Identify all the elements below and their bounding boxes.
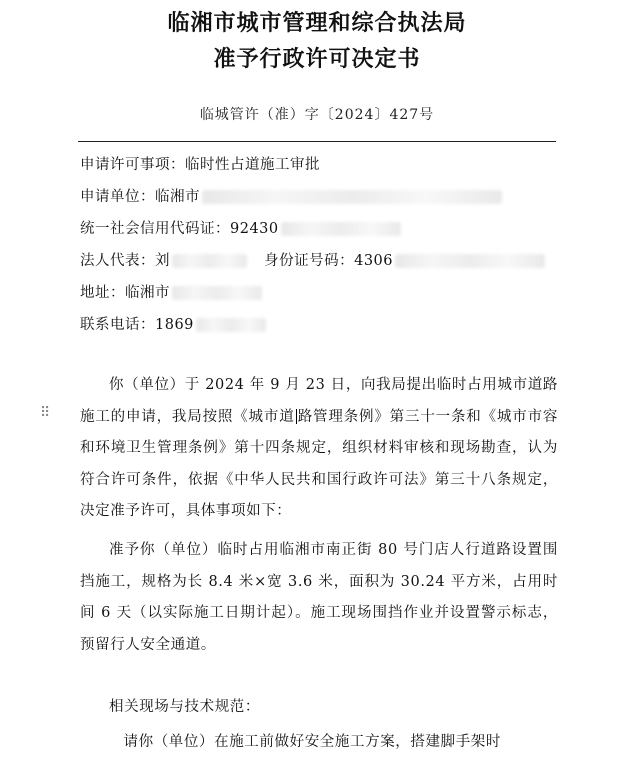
body-paragraph-3[interactable]: 请你（单位）在施工前做好安全施工方案，搭建脚手架时 [123,734,501,750]
field-value: 92430 [230,221,279,237]
field-value: 临湘市 [155,189,200,205]
field-permit-item [80,153,320,174]
redaction-blur [196,318,266,332]
field-label: 申请许可事项： [80,157,185,173]
redaction-blur [202,190,502,204]
paragraph-text: 路管理条例》第三十一条和《城市市容和环境卫生管理条例》第十四条规定，组织材料审核和现场勘查，认为符合许可条件，依据《中华人民共和国行政许可法》第三十八条规定，决定准予许可，具体事项如下： [80,408,558,519]
field-label: 身份证号码： [264,253,355,269]
field-credit-code [80,217,401,238]
field-value: 临时性占道施工审批 [185,157,320,173]
redaction-blur [172,286,262,300]
redaction-blur [281,222,401,236]
redaction-blur [172,254,247,268]
field-applicant-unit [80,185,502,206]
document-type-title: 准予行政许可决定书 [213,46,421,72]
field-address [80,281,262,302]
paragraph-text: 你（单位）于 2024 年 9 月 23 日，向我局提出临时占用城市道路施工的申请，我局按照《城市道 [80,377,558,425]
document-number: 临城管许（准）字〔2024〕427号 [199,107,435,123]
field-value: 刘 [155,253,170,269]
field-value: 1869 [155,317,194,333]
field-label: 地址： [80,285,125,301]
field-phone [80,313,266,334]
header-divider [78,141,556,142]
field-value: 4306 [354,253,394,269]
agency-title: 临湘市城市管理和综合执法局 [167,10,467,36]
drag-handle-icon[interactable]: ⠿ [40,405,51,421]
field-label: 统一社会信用代码证： [80,221,230,237]
text-cursor [296,409,297,424]
field-label: 联系电话： [80,317,155,333]
field-value: 临湘市 [125,285,170,301]
section-heading: 相关现场与技术规范： [109,699,260,715]
field-label: 法人代表： [80,253,155,269]
body-paragraph-1[interactable] [80,370,558,528]
field-legal-rep [80,249,545,270]
field-label: 申请单位： [80,189,155,205]
redaction-blur [395,254,545,268]
body-paragraph-2[interactable]: 准予你（单位）临时占用临湘市南正街 80 号门店人行道路设置围挡施工，规格为长 8.4 米×宽 3.6 米，面积为 30.24 平方米，占用时间 6 天（以实际施工日期计起）。施工现场围挡作业并设置警示标志，预留行人安全通道。 [80,542,558,653]
